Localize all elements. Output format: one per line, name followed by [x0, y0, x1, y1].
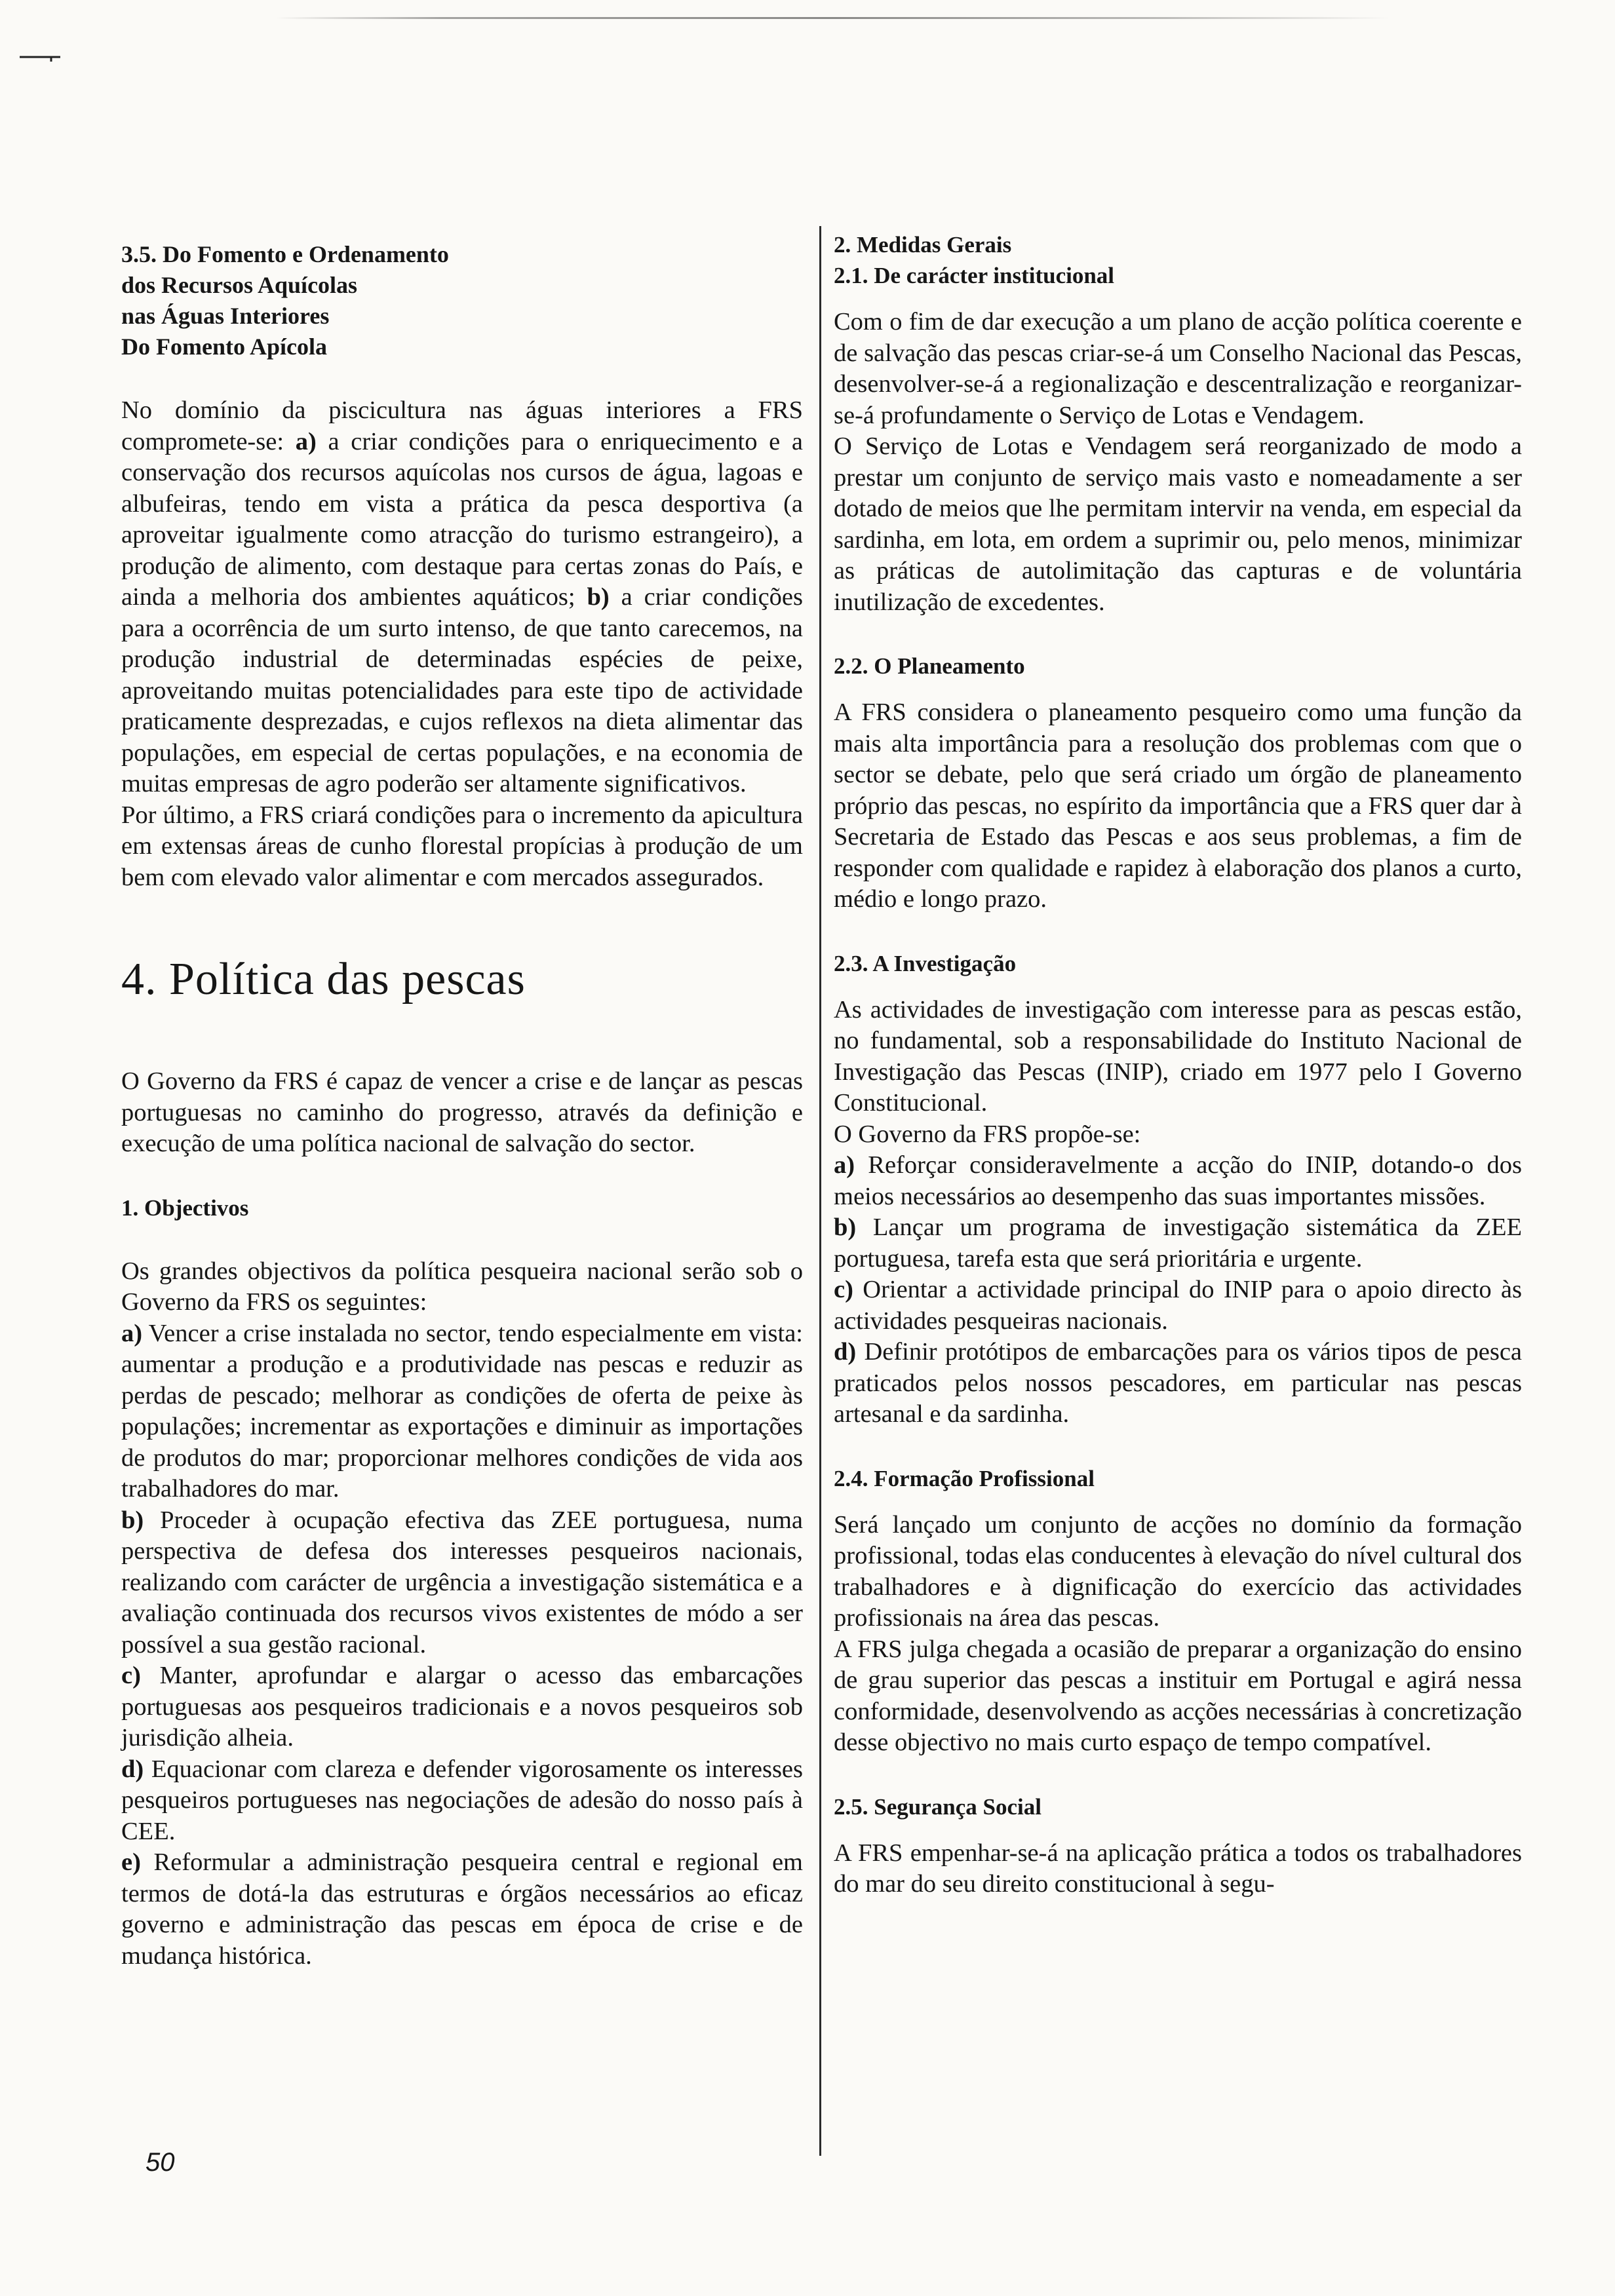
section-1-heading: 1. Objectivos [121, 1195, 249, 1221]
section-2-3-paragraph-1: As actividades de investigação com interesse para as pescas estão, no fundamental, sob a responsabilidade do Instituto Nacional de Investigação das Pescas (INIP), criado em 1977 pelo I Governo Constitucional. [834, 995, 1522, 1117]
chapter-title: 4. Política das pescas [121, 954, 526, 1004]
section-2-4-paragraph-2: A FRS julga chegada a ocasião de preparar a organização do ensino de grau superior das pescas a instituir em Portugal e agirá nessa conformidade, desenvolvendo as acções necessárias à concretização desse objectivo no mais curto espaço de tempo compatível. [834, 1635, 1522, 1756]
list-item: c) Manter, aprofundar e alargar o acesso das embarcações portuguesas aos pesqueiros tradicionais e a novos pesqueiros sob jurisdição alheia. [121, 1662, 803, 1751]
item-marker: b) [587, 583, 610, 611]
heading-line: nas Águas Interiores [121, 303, 330, 329]
page-number: 50 [146, 2148, 175, 2177]
right-column [834, 229, 1522, 1900]
list-item: a) Reforçar consideravelmente a acção do INIP, dotando-o dos meios necessários ao desempenho das suas importantes missões. [834, 1151, 1522, 1210]
section-2-2-heading: 2.2. O Planeamento [834, 653, 1025, 679]
corner-mark-icon [20, 52, 60, 62]
objectives-list [121, 1318, 803, 1972]
chapter-intro: O Governo da FRS é capaz de vencer a crise e de lançar as pescas portuguesas no caminho do progresso, através da definição e execução de uma política nacional de salvação do sector. [121, 1067, 803, 1157]
heading-line: Do Fomento Apícola [121, 334, 327, 360]
column-divider [819, 226, 821, 2156]
list-item: a) Vencer a crise instalada no sector, tendo especialmente em vista: aumentar a produção e a produtividade nas pescas e reduzir as perdas de pescado; melhorar as condições de oferta de peixe às populações; incrementar as exportações e diminuir as importações de produtos do mar; proporcionar melhores condições de vida aos trabalhadores do mar. [121, 1319, 803, 1502]
section-2-5-paragraph-1: A FRS empenhar-se-á na aplicação prática a todos os trabalhadores do mar do seu direito constitucional à segu- [834, 1839, 1522, 1898]
section-2-2-paragraph-1: A FRS considera o planeamento pesqueiro como uma função da mais alta importância para a resolução dos problemas com que o sector se debate, pelo que será criado um órgão de planeamento próprio das pescas, no espírito da importância que a FRS quer dar à Secretaria de Estado das Pescas e aos seus problemas, a fim de responder com qualidade e rapidez à elaboração dos planos a curto, médio e longo prazo. [834, 698, 1522, 913]
item-marker: a) [295, 427, 317, 455]
section-2-1-paragraph-2: O Serviço de Lotas e Vendagem será reorganizado de modo a prestar um conjunto de serviço mais vasto e nomeadamente a ser dotado de meios que lhe permitam intervir na venda, em especial da sardinha, em lota, em ordem a suprimir ou, pelo menos, minimizar as práticas de autolimitação das capturas e de voluntária inutilização de excedentes. [834, 432, 1522, 616]
list-item: b) Proceder à ocupação efectiva das ZEE portuguesa, numa perspectiva de defesa dos interesses pesqueiros nacionais, realizando com carácter de urgência a investigação sistemática e a avaliação continuada dos recursos vivos existentes de módo a ser possível a sua gestão racional. [121, 1506, 803, 1658]
list-item: b) Lançar um programa de investigação sistemática da ZEE portuguesa, tarefa esta que será prioritária e urgente. [834, 1214, 1522, 1272]
section-3-5-heading [121, 239, 803, 362]
section-1-intro: Os grandes objectivos da política pesqueira nacional serão sob o Governo da FRS os seguintes: [121, 1257, 803, 1316]
section-2-5-heading: 2.5. Segurança Social [834, 1793, 1041, 1820]
list-item: e) Reformular a administração pesqueira central e regional em termos de dotá-la das estruturas e órgãos necessários ao eficaz governo e administração das pescas em época de crise e de mudança histórica. [121, 1848, 803, 1970]
section-2-1-paragraph-1: Com o fim de dar execução a um plano de acção política coerente e de salvação das pescas criar-se-á um Conselho Nacional das Pescas, desenvolver-se-á a regionalização e descentralização e reorganizar-se-á profundamente o Serviço de Lotas e Vendagem. [834, 308, 1522, 429]
heading-line: dos Recursos Aquícolas [121, 272, 358, 298]
section-2-4-heading: 2.4. Formação Profissional [834, 1465, 1095, 1491]
heading-line: 3.5. Do Fomento e Ordenamento [121, 241, 449, 267]
list-item: d) Equacionar com clareza e defender vigorosamente os interesses pesqueiros portugueses nas negociações de adesão do nosso país à CEE. [121, 1755, 803, 1845]
section-2-3-heading: 2.3. A Investigação [834, 950, 1017, 976]
list-item: c) Orientar a actividade principal do INIP para o apoio directo às actividades pesqueiras nacionais. [834, 1276, 1522, 1335]
section-2-heading: 2. Medidas Gerais [834, 232, 1012, 258]
section-3-5-paragraph-2: Por último, a FRS criará condições para o incremento da apicultura em extensas áreas de cunho florestal propícias à produção de um bem com elevado valor alimentar e com mercados assegurados. [121, 801, 803, 891]
section-3-5-paragraph-1: No domínio da piscicultura nas águas interiores a FRS compromete-se: a) a criar condições para o enriquecimento e a conservação dos recursos aquícolas nos cursos de água, lagoas e albufeiras, tendo em vista a prática da pesca desportiva (a aproveitar igualmente como atracção do turismo estrangeiro), a produção de alimento, com destaque para certas zonas do País, e ainda a melhoria dos ambientes aquáticos; b) a criar condições para a ocorrência de um surto intenso, de que tanto carecemos, na produção industrial de determinadas espécies de peixe, aproveitando muitas potencialidades para este tipo de actividade praticamente desprezadas, e cujos reflexos na dieta alimentar das populações, em especial de certas populações, e na economia de muitas empresas de agro poderão ser altamente significativos. [121, 396, 804, 797]
section-2-1-heading: 2.1. De carácter institucional [834, 263, 1115, 288]
scan-artifact-line [275, 17, 1390, 19]
section-2-3-paragraph-2: O Governo da FRS propõe-se: [834, 1120, 1141, 1148]
investigation-list [834, 1150, 1522, 1430]
list-item: d) Definir protótipos de embarcações para os vários tipos de pesca praticados pelos nossos pescadores, em particular nas pescas artesanal e da sardinha. [834, 1338, 1522, 1428]
left-column [121, 239, 803, 1972]
section-2-4-paragraph-1: Será lançado um conjunto de acções no domínio da formação profissional, todas elas conducentes à elevação do nível cultural dos trabalhadores e à dignificação do exercício das actividades profissionais na área das pescas. [834, 1510, 1522, 1632]
